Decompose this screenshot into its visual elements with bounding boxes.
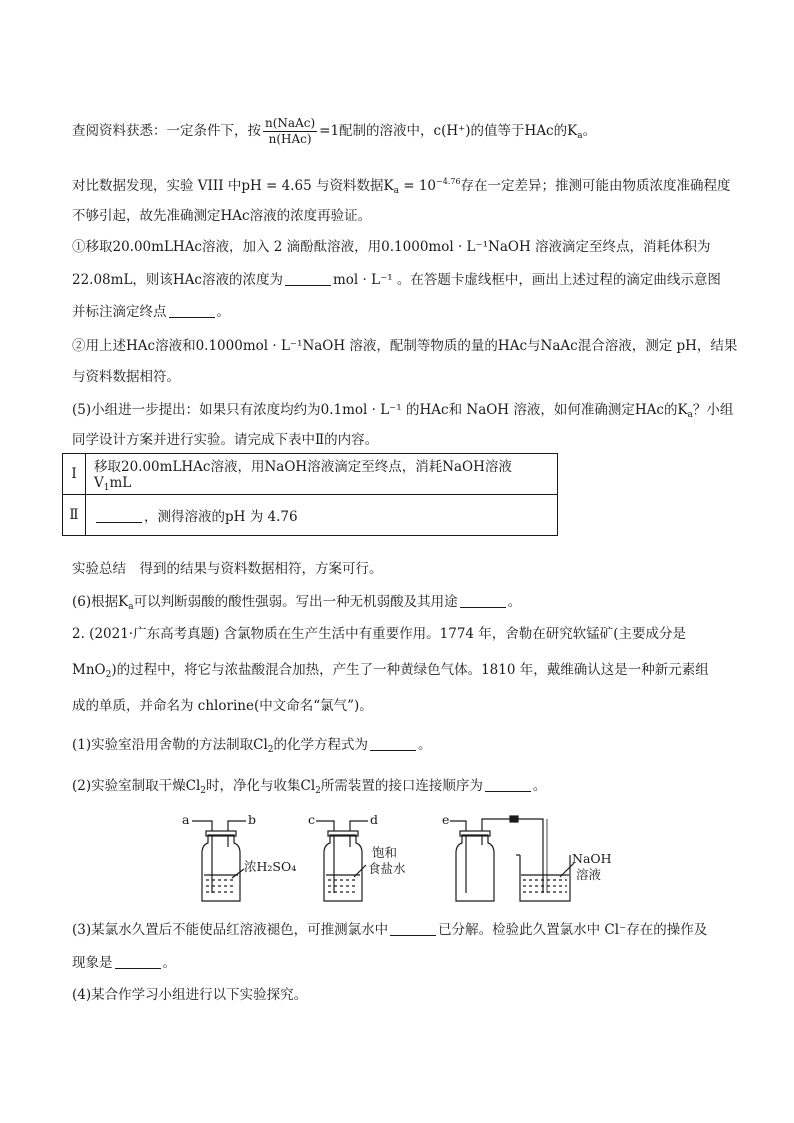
- beaker-label-2: 溶液: [576, 867, 602, 882]
- line-18: (3)某氯水久置后不能使品红溶液褪色，可推测氯水中 已分解。检验此久置氯水中 Cl⁻存在的操作及: [72, 922, 708, 938]
- line-20: (4)某合作学习小组进行以下实验探究。: [72, 987, 308, 1003]
- answer-blank: [169, 304, 215, 318]
- port-e-label: e: [442, 813, 450, 827]
- bottle2-label-1: 饱和: [372, 845, 398, 860]
- connector-tube: [510, 816, 547, 893]
- line-13: 2. (2021·广东高考真题) 含氯物质在生产生活中有重要作用。1774 年，舍勒在研究软锰矿(主要成分是: [72, 626, 687, 642]
- row-content: 移取20.00mLHAc溶液，用NaOH溶液滴定至终点，消耗NaOH溶液$V_1mL$: [86, 454, 558, 495]
- answer-blank: [460, 594, 506, 608]
- row-content: ，测得溶液的pH 为 4.76: [86, 495, 558, 536]
- naoh-beaker: [516, 855, 574, 901]
- line-7: ②用上述HAc溶液和0.1000mol · L⁻¹NaOH 溶液，配制等物质的量的HAc与NaAc混合溶液，测定 pH，结果: [72, 338, 738, 354]
- line-16: (1)实验室沿用舍勒的方法制取$Cl_2$的化学方程式为 。: [72, 737, 432, 755]
- bottle1-label: 浓H₂SO₄: [244, 859, 297, 874]
- bottle2-label-2: 食盐水: [368, 861, 406, 876]
- port-d-label: d: [370, 813, 379, 827]
- answer-blank: [485, 778, 531, 792]
- table-row: [63, 495, 558, 536]
- line-6: 并标注滴定终点 。: [72, 304, 230, 320]
- line-19: 现象是 。: [72, 955, 176, 971]
- wash-bottle-2: [316, 821, 368, 901]
- answer-blank: [115, 955, 161, 969]
- line-1: 查阅资料获悉：一定条件下，按 $\frac{\text{n(NaAc)}}{\text{n(HAc)}}$ =1配制的溶液中，c(H⁺)的值等于HAc的$K_a$。: [72, 116, 597, 146]
- line-2: 对比数据发现，实验 VIII 中pH = 4.65 与资料数据$K_a = 10^{-4.76}$存在一定差异；推测可能由物质浓度准确程度: [72, 177, 731, 196]
- line-9: (5)小组进一步提出：如果只有浓度均约为0.1mol · L⁻¹ 的HAc和 NaOH 溶液，如何准确测定HAc的$K_a$？小组: [72, 402, 734, 420]
- procedure-table: [62, 453, 558, 536]
- answer-blank: [370, 737, 416, 751]
- gas-apparatus-diagram: [180, 813, 620, 908]
- line-3: 不够引起，故先准确测定HAc溶液的浓度再验证。: [72, 208, 372, 224]
- beaker-label-1: NaOH: [572, 851, 612, 866]
- port-a-label: a: [182, 813, 190, 827]
- line-12: (6)根据$K_a$可以判断弱酸的酸性强弱。写出一种无机弱酸及其用途 。: [72, 594, 522, 612]
- collection-bottle: [450, 819, 512, 901]
- row-index: Ⅱ: [63, 495, 86, 536]
- line-10: 同学设计方案并进行实验。请完成下表中Ⅱ的内容。: [72, 432, 379, 448]
- line-14: MnO$_2$)的过程中，将它与浓盐酸混合加热，产生了一种黄绿色气体。1810 年，戴维确认这是一种新元素组: [72, 662, 709, 680]
- table-row: [63, 454, 558, 495]
- answer-blank: [96, 509, 142, 523]
- port-b-label: b: [248, 813, 257, 827]
- line-11: 实验总结 得到的结果与资料数据相符，方案可行。: [72, 561, 383, 577]
- answer-blank: [390, 922, 436, 936]
- line-17: (2)实验室制取干燥$Cl_2$时，净化与收集$Cl_2$所需装置的接口连接顺序为 。: [72, 778, 547, 796]
- line-15: 成的单质，并命名为 chlorine(中文命名“氯气”)。: [72, 698, 373, 714]
- row-index: Ⅰ: [63, 454, 86, 495]
- fraction: $\frac{\text{n(NaAc)}}{\text{n(HAc)}}$: [265, 116, 316, 146]
- wash-bottle-1: [192, 821, 246, 901]
- line-5: 22.08mL，则该HAc溶液的浓度为 mol · L⁻¹ 。在答题卡虚线框中，画出上述过程的滴定曲线示意图: [72, 272, 721, 288]
- answer-blank: [285, 272, 331, 286]
- line-8: 与资料数据相符。: [72, 369, 180, 385]
- port-c-label: c: [308, 813, 316, 827]
- line-4: ①移取20.00mLHAc溶液，加入 2 滴酚酞溶液，用0.1000mol · L⁻¹NaOH 溶液滴定至终点，消耗体积为: [72, 239, 711, 255]
